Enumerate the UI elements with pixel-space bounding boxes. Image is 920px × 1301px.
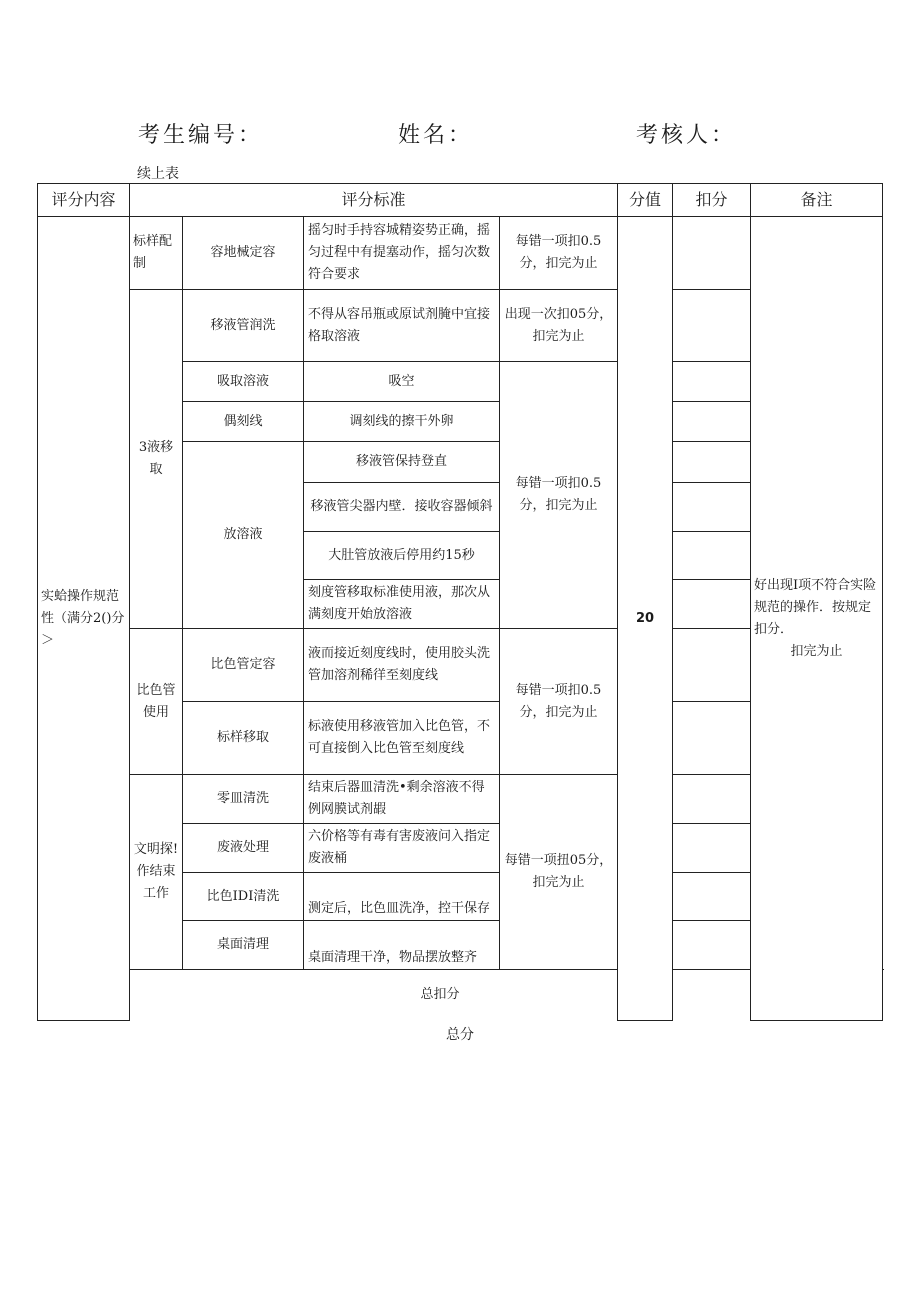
deduction-cell[interactable] [673,532,751,580]
item-name: 废液处理 [183,824,304,873]
penalty-text: 每错一项扭05分，扣完为止 [500,775,618,970]
table-header-row [38,184,883,217]
deduction-cell[interactable] [673,629,751,702]
penalty-text: 每错一项扣0.5分，扣完为止 [500,629,618,775]
standard-text: 摇匀时手持容城精姿势正确，摇匀过程中有提塞动作，摇匀次数符合要求 [304,217,500,290]
remark-text: 好出现I项不符合实险规范的操作．按规定扣分． [754,577,877,637]
column-header: 评分内容 [38,184,130,217]
item-name: 桌面清理 [183,921,304,970]
item-name: 偶刻线 [183,402,304,442]
penalty-text: 每错一项扣0.5分，扣完为止 [500,362,618,629]
standard-text: 大肚管放液后停用约15秒 [304,532,500,580]
penalty-text: 每错一项扣0.5分，扣完为止 [500,217,618,290]
standard-text: 刻度管移取标准使用液，那次从满刻度开始放溶液 [304,580,500,629]
standard-text: 液而接近刻度线时，使用胶头洗管加溶剂稀徉至刻度线 [304,629,500,702]
score-value: 20 [618,217,673,1021]
deduction-cell[interactable] [673,873,751,921]
standard-text: 吸空 [304,362,500,402]
item-name: 吸取溶液 [183,362,304,402]
deduction-cell[interactable] [673,402,751,442]
item-name: 移液管润洗 [183,290,304,362]
deduction-cell[interactable] [673,362,751,402]
continued-label: 续上表 [137,166,179,182]
deduction-cell[interactable] [673,217,751,290]
table-row [38,217,883,290]
standard-text: 调刻线的擦干外卵 [304,402,500,442]
scoring-table [37,183,882,1021]
deduction-cell[interactable] [673,921,751,970]
group-name: 文明探!作结束工作 [130,775,183,970]
deduction-cell[interactable] [673,824,751,873]
deduction-cell[interactable] [673,290,751,362]
column-header: 扣分 [673,184,751,217]
standard-text: 标液使用移液管加入比色管，不可直接倒入比色管至刻度线 [304,702,500,775]
category-cell: 实蛤操作规范性（满分2()分＞ [38,217,130,1021]
item-name: 比色IDI清洗 [183,873,304,921]
standard-text: 桌面清理干净，物品摆放整齐 [304,921,500,970]
column-header: 评分标准 [130,184,618,217]
standard-text: 六价格等有毒有害废液问入指定废液桶 [304,824,500,873]
group-name: 标样配制 [130,217,183,290]
deduction-cell[interactable] [673,702,751,775]
standard-text: 移液管保持登直 [304,442,500,483]
group-name: 3液移取 [130,290,183,629]
remark-text-2: 扣完为止 [790,643,843,659]
total-score-label: 总分 [446,1027,474,1043]
deduction-cell[interactable] [673,775,751,824]
column-header: 备注 [751,184,883,217]
item-name: 比色管定容 [183,629,304,702]
group-name: 比色管使用 [130,629,183,775]
standard-text: 不得从容吊瓶或原试剂腌中宜接格取溶液 [304,290,500,362]
column-header: 分值 [618,184,673,217]
remark-cell [751,217,883,1021]
item-name: 标样移取 [183,702,304,775]
standard-text: 结束后器皿清洗•剩余溶液不得例网膜试剂嘏 [304,775,500,824]
penalty-text: 出现一次扣05分，扣完为止 [500,290,618,362]
total-deduction-label: 总扣分 [130,970,751,1021]
item-name: 放溶液 [183,442,304,629]
item-name: 容地械定容 [183,217,304,290]
examiner-label: 考核人： [636,123,737,148]
item-name: 零皿清洗 [183,775,304,824]
exam-id-label: 考生编号： [138,123,264,148]
standard-text: 测定后，比色皿洗净，控干保存 [304,873,500,921]
deduction-cell[interactable] [673,442,751,483]
deduction-cell[interactable] [673,580,751,629]
standard-text: 移液管尖器内壁．接收容器倾斜 [304,483,500,532]
name-label: 姓名： [398,123,474,148]
deduction-cell[interactable] [673,483,751,532]
